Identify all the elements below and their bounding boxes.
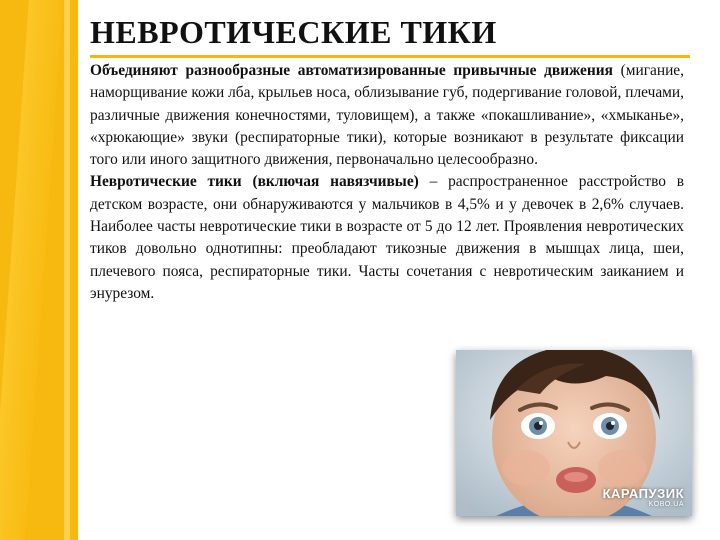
- slide-title: НЕВРОТИЧЕСКИЕ ТИКИ: [90, 14, 497, 50]
- paragraph-2: [90, 171, 684, 305]
- watermark-text: КАРАПУЗИК: [602, 486, 684, 501]
- child-photo: [456, 350, 692, 516]
- paragraph-2-lead: Невротические тики (включая навязчивые): [90, 173, 419, 191]
- watermark-subtext: KOBO.UA: [648, 501, 684, 508]
- paragraph-1-lead: Объединяют разнообразные автоматизированные привычные движения: [90, 62, 613, 79]
- photo-watermark: [603, 486, 684, 508]
- paragraph-1: [90, 60, 684, 171]
- paragraph-1-text: (мигание, наморщивание кожи лба, крыльев носа, облизывание губ, подергивание головой, плечами, различные движения конечностями, туловищем), а также «покашливание», «хмыканье», «хрюкающие» звуки (респираторные тики), которые возникают в результате фиксации того или иного защитного движения, первоначально целесообразно.: [90, 62, 684, 169]
- decorative-sidebar: [0, 0, 78, 540]
- paragraph-2-text: – распространенное расстройство в детском возрасте, они обнаруживаются у мальчиков в 4,5% и у девочек в 2,6% случаев. Наиболее часты невротические тики в возрасте от 5 до 12 лет. Проявления невротических тиков довольно однотипны: преобладают тикозные движения в мышцах лица, шеи, плечевого пояса, респираторные тики. Часты сочетания с невротическим заиканием и энурезом.: [90, 173, 685, 302]
- title-underline: [90, 55, 690, 58]
- slide-body: [90, 60, 684, 305]
